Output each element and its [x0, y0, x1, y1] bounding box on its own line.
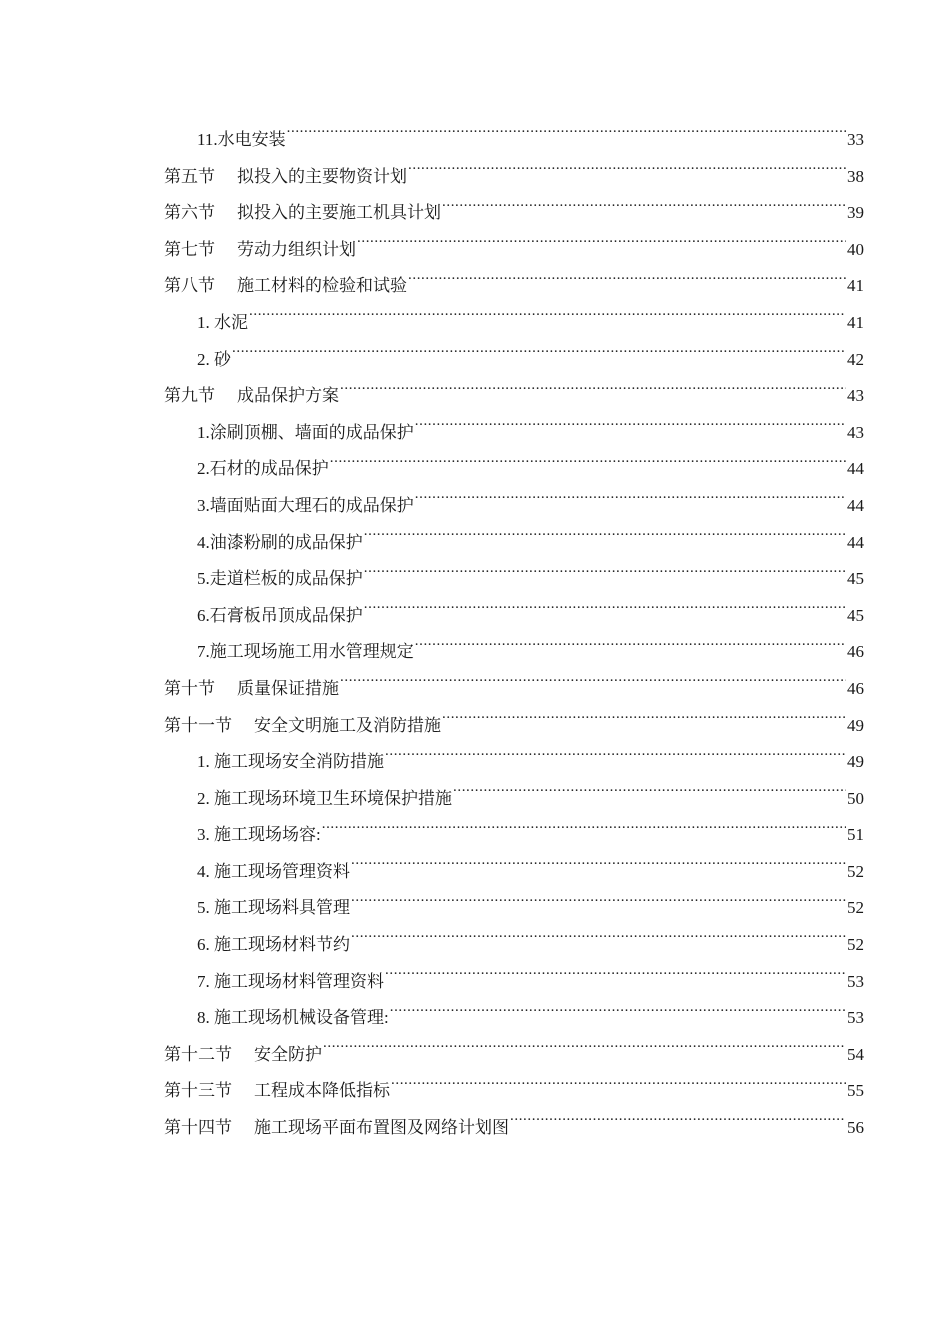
toc-entry[interactable] — [164, 378, 864, 415]
toc-entry-title: 1. 施工现场安全消防措施 — [197, 752, 384, 772]
toc-page-number: 56 — [847, 1118, 864, 1138]
toc-page-number: 44 — [847, 459, 864, 479]
toc-entry-title: 2.石材的成品保护 — [197, 459, 329, 479]
toc-section-number: 第十四节 — [164, 1118, 232, 1138]
toc-dot-leader — [408, 274, 846, 291]
toc-entry[interactable] — [164, 342, 864, 379]
toc-page-number: 45 — [847, 569, 864, 589]
toc-entry[interactable] — [164, 232, 864, 269]
toc-entry-title: 7.施工现场施工用水管理规定 — [197, 642, 414, 662]
toc-entry[interactable] — [164, 817, 864, 854]
toc-dot-leader — [442, 201, 846, 218]
toc-page-number: 44 — [847, 532, 864, 552]
toc-dot-leader — [415, 640, 846, 657]
toc-page-number: 40 — [847, 239, 864, 259]
toc-page-number: 52 — [847, 861, 864, 881]
toc-entry[interactable] — [164, 451, 864, 488]
toc-section-number: 第十一节 — [164, 715, 232, 735]
toc-dot-leader — [232, 348, 846, 365]
toc-page-number: 53 — [847, 971, 864, 991]
toc-entry-title: 6.石膏板吊顶成品保护 — [197, 605, 363, 625]
toc-page-number: 33 — [847, 130, 864, 149]
toc-entry[interactable] — [164, 781, 864, 818]
toc-page-number: 50 — [847, 788, 864, 808]
toc-entry[interactable] — [164, 890, 864, 927]
toc-page-number: 46 — [847, 642, 864, 662]
toc-entry[interactable] — [164, 415, 864, 452]
toc-page-number: 41 — [847, 276, 864, 296]
toc-entry[interactable] — [164, 561, 864, 598]
toc-entry-title: 4.油漆粉刷的成品保护 — [197, 532, 363, 552]
toc-page-number: 45 — [847, 605, 864, 625]
toc-dot-leader — [323, 1043, 846, 1060]
toc-entry-title: 6. 施工现场材料节约 — [197, 935, 350, 955]
toc-entry-title: 工程成本降低指标 — [254, 1081, 390, 1101]
toc-entry-title: 5.走道栏板的成品保护 — [197, 569, 363, 589]
toc-section-number: 第十二节 — [164, 1044, 232, 1064]
toc-dot-leader — [287, 128, 846, 145]
toc-entry-title: 安全防护 — [254, 1044, 322, 1064]
toc-entry-heading — [164, 708, 441, 745]
toc-entry[interactable] — [164, 744, 864, 781]
toc-page-number: 49 — [847, 715, 864, 735]
toc-entry-title: 11.水电安装 — [197, 130, 286, 149]
toc-entry-heading — [164, 1110, 509, 1147]
toc-entry-title: 2. 施工现场环境卫生环境保护措施 — [197, 788, 452, 808]
toc-dot-leader — [351, 896, 846, 913]
toc-section-number: 第五节 — [164, 166, 215, 186]
toc-page-number: 51 — [847, 825, 864, 845]
toc-page-number: 46 — [847, 678, 864, 698]
toc-page-number: 44 — [847, 495, 864, 515]
toc-entry[interactable] — [164, 708, 864, 745]
toc-entry-title: 质量保证措施 — [237, 678, 339, 698]
toc-dot-leader — [364, 604, 846, 621]
toc-entry-heading — [164, 378, 339, 415]
toc-entry[interactable] — [164, 1037, 864, 1074]
toc-dot-leader — [340, 384, 846, 401]
toc-entry[interactable] — [164, 854, 864, 891]
toc-section-number: 第十节 — [164, 678, 215, 698]
toc-dot-leader — [364, 531, 846, 548]
toc-entry-title: 1. 水泥 — [197, 312, 248, 332]
toc-page-number: 42 — [847, 349, 864, 369]
toc-dot-leader — [351, 933, 846, 950]
toc-entry[interactable] — [164, 634, 864, 671]
toc-entry[interactable] — [164, 964, 864, 1001]
toc-entry[interactable] — [164, 1073, 864, 1110]
toc-entry-title: 施工材料的检验和试验 — [237, 276, 407, 296]
toc-entry-title: 7. 施工现场材料管理资料 — [197, 971, 384, 991]
toc-entry-title: 拟投入的主要施工机具计划 — [237, 203, 441, 223]
toc-page-number: 43 — [847, 422, 864, 442]
toc-page-number: 39 — [847, 203, 864, 223]
toc-entry-title: 5. 施工现场料具管理 — [197, 898, 350, 918]
toc-dot-leader — [385, 750, 846, 767]
toc-entry-title: 1.涂刷顶棚、墙面的成品保护 — [197, 422, 414, 442]
toc-dot-leader — [330, 457, 846, 474]
toc-page-number: 53 — [847, 1008, 864, 1028]
toc-entry[interactable] — [164, 1000, 864, 1037]
toc-dot-leader — [357, 238, 846, 255]
toc-entry[interactable] — [164, 525, 864, 562]
toc-dot-leader — [453, 787, 846, 804]
toc-dot-leader — [351, 860, 846, 877]
toc-dot-leader — [442, 714, 846, 731]
toc-page-number: 52 — [847, 898, 864, 918]
toc-page-number: 38 — [847, 166, 864, 186]
toc-entry[interactable] — [164, 598, 864, 635]
toc-page-number: 41 — [847, 312, 864, 332]
toc-dot-leader — [415, 494, 846, 511]
toc-page-number: 54 — [847, 1044, 864, 1064]
toc-entry-heading — [164, 1037, 322, 1074]
toc-entry-title: 拟投入的主要物资计划 — [237, 166, 407, 186]
toc-entry[interactable] — [164, 195, 864, 232]
toc-entry-title: 4. 施工现场管理资料 — [197, 861, 350, 881]
toc-dot-leader — [510, 1116, 846, 1133]
toc-entry-title: 2. 砂 — [197, 349, 231, 369]
toc-page-number: 52 — [847, 935, 864, 955]
toc-entry[interactable] — [164, 927, 864, 964]
toc-dot-leader — [322, 823, 846, 840]
toc-entry[interactable] — [164, 268, 864, 305]
toc-page-number: 49 — [847, 752, 864, 772]
toc-entry-heading — [164, 232, 356, 269]
toc-entry-title: 3. 施工现场场容: — [197, 825, 321, 845]
toc-entry-title: 8. 施工现场机械设备管理: — [197, 1008, 389, 1028]
toc-entry-title: 安全文明施工及消防措施 — [254, 715, 441, 735]
toc-section-number: 第九节 — [164, 386, 215, 406]
toc-section-number: 第七节 — [164, 239, 215, 259]
toc-entry[interactable] — [164, 305, 864, 342]
toc-dot-leader — [390, 1006, 846, 1023]
toc-entry-title: 成品保护方案 — [237, 386, 339, 406]
toc-dot-leader — [385, 970, 846, 987]
toc-entry-heading — [164, 159, 407, 196]
toc-dot-leader — [364, 567, 846, 584]
toc-dot-leader — [408, 165, 846, 182]
toc-entry[interactable] — [164, 122, 864, 159]
toc-entry[interactable] — [164, 1110, 864, 1147]
toc-section-number: 第十三节 — [164, 1081, 232, 1101]
toc-entry-heading — [164, 195, 441, 232]
toc-entry-title: 劳动力组织计划 — [237, 239, 356, 259]
toc-section-number: 第八节 — [164, 276, 215, 296]
toc-dot-leader — [415, 421, 846, 438]
toc-section-number: 第六节 — [164, 203, 215, 223]
toc-entry[interactable] — [164, 159, 864, 196]
toc-page-number: 43 — [847, 386, 864, 406]
toc-entry-heading — [164, 268, 407, 305]
toc-entry-title: 3.墙面贴面大理石的成品保护 — [197, 495, 414, 515]
toc-page-number: 55 — [847, 1081, 864, 1101]
toc-entry-heading — [164, 671, 339, 708]
toc-entry-title: 施工现场平面布置图及网络计划图 — [254, 1118, 509, 1138]
toc-entry[interactable] — [164, 488, 864, 525]
toc-dot-leader — [391, 1079, 846, 1096]
toc-entry-heading — [164, 1073, 390, 1110]
toc-dot-leader — [249, 311, 846, 328]
toc-entry[interactable] — [164, 671, 864, 708]
table-of-contents — [164, 122, 864, 1147]
toc-dot-leader — [340, 677, 846, 694]
